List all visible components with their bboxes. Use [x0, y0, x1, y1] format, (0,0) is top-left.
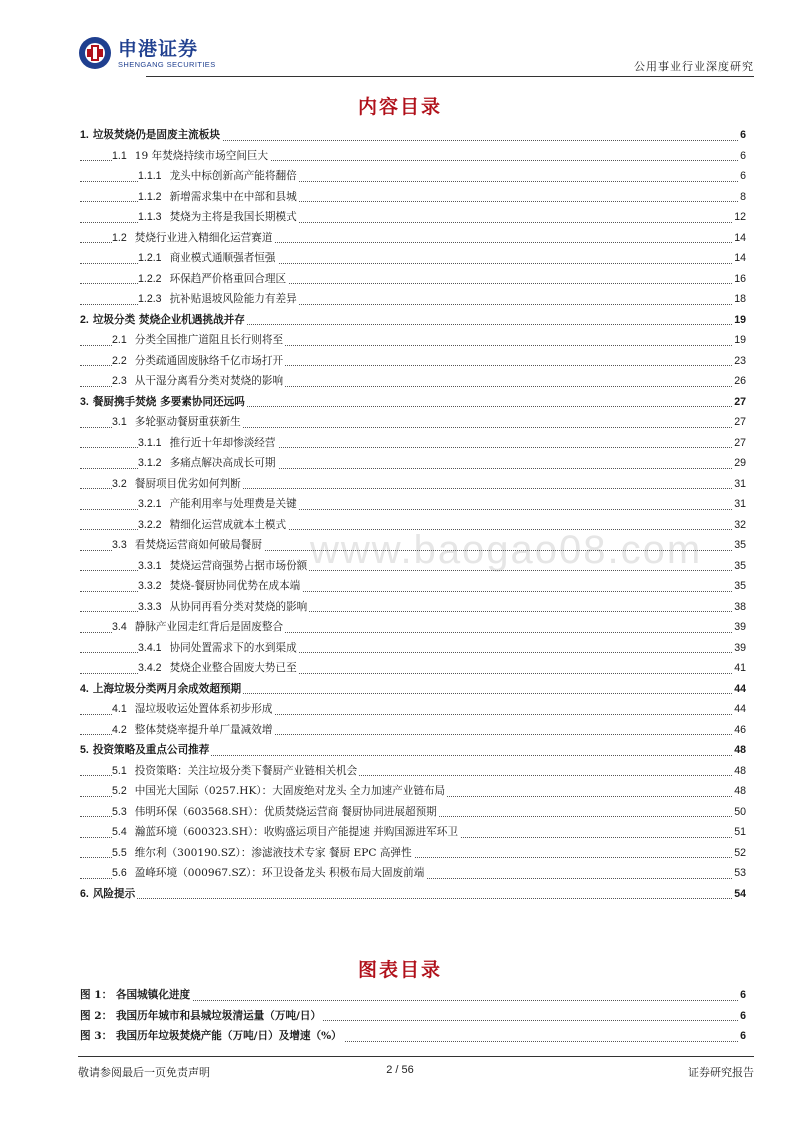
- toc-entry[interactable]: [80, 781, 746, 802]
- toc-entry-text: 商业模式通顺强者恒强: [169, 252, 276, 264]
- toc-entry-page: 41: [732, 658, 746, 679]
- toc-entry-page: 31: [732, 474, 746, 495]
- toc-entry-text: 焚烧为主将是我国长期模式: [169, 211, 297, 223]
- toc-entry-number: 2.: [80, 313, 89, 326]
- toc-entry[interactable]: [80, 412, 746, 433]
- toc-entry[interactable]: [80, 289, 746, 310]
- toc-entry-label: [112, 617, 285, 638]
- toc-entry-page: 12: [732, 207, 746, 228]
- toc-entry-text: 垃圾焚烧仍是固废主流板块: [92, 129, 220, 141]
- toc-entry[interactable]: [80, 617, 746, 638]
- figure-number: 图 3：: [80, 1030, 113, 1042]
- figure-number: 图 1：: [80, 989, 113, 1001]
- toc-entry-label: [138, 638, 299, 659]
- toc-entry-page: 44: [732, 699, 746, 720]
- figure-entry[interactable]: [80, 1006, 746, 1027]
- toc-entry-text: 静脉产业园走红背后是固废整合: [134, 621, 284, 633]
- logo-name-cn: 申港证券: [118, 37, 199, 60]
- toc-entry-label: [112, 412, 243, 433]
- toc-entry[interactable]: [80, 822, 746, 843]
- toc-entry-label: [112, 330, 285, 351]
- toc-entry-text: 从协同再看分类对焚烧的影响: [169, 600, 308, 613]
- toc-entry[interactable]: [80, 843, 746, 864]
- toc-entry-number: 3.4.2: [138, 662, 162, 674]
- figure-entry-label: [80, 985, 192, 1006]
- figure-entry-label: [80, 1006, 323, 1027]
- toc-entry-label: [80, 125, 222, 146]
- toc-title: 内容目录: [357, 96, 442, 118]
- toc-entry[interactable]: [80, 228, 746, 249]
- figure-caption: 我国历年城市和县城垃圾清运量（万吨/日）: [115, 1009, 322, 1022]
- toc-entry-number: 1.1.1: [138, 170, 162, 182]
- toc-entry-number: 6.: [80, 887, 89, 900]
- toc-entry-text: 餐厨项目优劣如何判断: [134, 477, 241, 490]
- toc-entry[interactable]: [80, 515, 746, 536]
- toc-entry-label: [80, 740, 211, 761]
- toc-entry-page: 38: [732, 597, 746, 618]
- toc-entry-page: 6: [738, 166, 746, 187]
- toc-entry[interactable]: [80, 371, 746, 392]
- toc-entry[interactable]: [80, 535, 746, 556]
- toc-entry[interactable]: [80, 351, 746, 372]
- footer-doc-type: 证券研究报告: [688, 1066, 754, 1079]
- toc-entry-page: 23: [732, 351, 746, 372]
- toc-entry-number: 2.3: [112, 375, 127, 387]
- page-number: 2 / 56: [386, 1064, 414, 1076]
- toc-entry-label: [112, 371, 285, 392]
- figure-caption: 我国历年垃圾焚烧产能（万吨/日）及增速（%）: [115, 1030, 342, 1042]
- toc-entry[interactable]: [80, 720, 746, 741]
- toc-entry-page: 54: [732, 884, 746, 905]
- toc-entry-page: 8: [738, 187, 746, 208]
- toc-entry-label: [112, 535, 264, 556]
- toc-entry-number: 3.1.1: [138, 436, 162, 449]
- toc-entry[interactable]: [80, 761, 746, 782]
- header-divider: [146, 76, 754, 77]
- toc-entry-number: 5.6: [112, 867, 127, 879]
- toc-entry-label: [138, 248, 278, 269]
- toc-entry-number: 5.4: [112, 826, 127, 838]
- toc-entry-text: 维尔利（300190.SZ）：渗滤液技术专家 餐厨 EPC 高弹性: [134, 846, 412, 859]
- toc-entry-text: 瀚蓝环境（600323.SH）：收购盛运项目产能提速 并购国源进军环卫: [134, 826, 458, 838]
- toc-entry-page: 39: [732, 617, 746, 638]
- company-logo: [78, 36, 216, 70]
- toc-entry-label: [138, 556, 309, 577]
- toc-entry-number: 3.: [80, 395, 89, 408]
- toc-entry-number: 3.2: [112, 477, 127, 490]
- toc-entry-number: 3.4.1: [138, 641, 162, 654]
- toc-entry-label: [112, 228, 274, 249]
- toc-entry-number: 3.3.2: [138, 580, 162, 592]
- toc-entry-page: 27: [732, 412, 746, 433]
- toc-entry-page: 35: [732, 576, 746, 597]
- leader-dots: [80, 898, 746, 899]
- toc-entry[interactable]: [80, 146, 746, 167]
- toc-entry-text: 新增需求集中在中部和县城: [169, 190, 297, 203]
- toc-entry-page: 18: [732, 289, 746, 310]
- toc-entry-number: 3.3: [112, 539, 127, 551]
- toc-entry-label: [80, 310, 247, 331]
- toc-entry-number: 3.1: [112, 416, 127, 428]
- toc-entry-label: [138, 166, 299, 187]
- toc-entry-text: 湿垃圾收运处置体系初步形成: [134, 703, 273, 715]
- toc-entry-page: 51: [732, 822, 746, 843]
- toc-entry-page: 27: [732, 392, 746, 413]
- toc-entry-page: 46: [732, 720, 746, 741]
- toc-entry-page: 31: [732, 494, 746, 515]
- toc-entry-label: [112, 720, 274, 741]
- toc-entry-number: 1.1: [112, 149, 127, 162]
- toc-entry-text: 抗补贴退坡风险能力有差异: [169, 293, 297, 305]
- toc-entry[interactable]: [80, 187, 746, 208]
- toc-entry-number: 5.3: [112, 805, 127, 818]
- toc-entry-label: [138, 597, 309, 618]
- toc-entry-label: [138, 494, 299, 515]
- figure-list: [80, 985, 746, 1047]
- toc-entry-text: 风险提示: [92, 887, 136, 900]
- toc-entry[interactable]: [80, 330, 746, 351]
- toc-entry[interactable]: [80, 658, 746, 679]
- toc-entry-page: 35: [732, 556, 746, 577]
- toc-entry-number: 1.1.2: [138, 190, 162, 203]
- toc-entry-text: 餐厨携手焚烧 多要素协同还远吗: [92, 395, 245, 408]
- toc-entry-page: 48: [732, 761, 746, 782]
- toc-entry-page: 6: [738, 125, 746, 146]
- toc-entry-text: 焚烧运营商强势占据市场份额: [169, 559, 308, 572]
- toc-entry-text: 协同处置需求下的水到渠成: [169, 641, 297, 654]
- toc-entry-page: 39: [732, 638, 746, 659]
- toc-entry-page: 32: [732, 515, 746, 536]
- toc-entry[interactable]: [80, 453, 746, 474]
- toc-entry[interactable]: [80, 740, 746, 761]
- toc-entry-text: 中国光大国际（0257.HK）：大固废绝对龙头 全力加速产业链布局: [134, 785, 446, 797]
- toc-entry-page: 50: [732, 802, 746, 823]
- toc-entry-number: 5.2: [112, 785, 127, 797]
- toc-entry-text: 环保趋严价格重回合理区: [169, 272, 287, 285]
- toc-entry-page: 19: [732, 310, 746, 331]
- toc-entry-label: [112, 699, 274, 720]
- toc-entry-text: 看焚烧运营商如何破局餐厨: [134, 539, 262, 551]
- toc-entry-label: [112, 474, 243, 495]
- figure-caption: 各国城镇化进度: [115, 989, 191, 1001]
- toc-entry[interactable]: [80, 576, 746, 597]
- toc-entry-label: [138, 289, 299, 310]
- toc-entry-label: [80, 884, 137, 905]
- toc-entry[interactable]: [80, 269, 746, 290]
- toc-entry-number: 3.2.1: [138, 498, 162, 510]
- toc-entry-label: [112, 843, 414, 864]
- toc-entry-number: 4.1: [112, 703, 127, 715]
- toc-entry-number: 3.3.1: [138, 559, 162, 572]
- toc-entry-number: 2.1: [112, 334, 127, 346]
- figure-entry-page: 6: [738, 1006, 746, 1027]
- toc-entry-text: 产能利用率与处理费是关键: [169, 498, 297, 510]
- toc-entry-text: 焚烧行业进入精细化运营赛道: [134, 231, 273, 244]
- toc-entry[interactable]: [80, 802, 746, 823]
- toc-entry-label: [112, 351, 285, 372]
- toc-entry-page: 35: [732, 535, 746, 556]
- toc-entry-label: [112, 863, 426, 884]
- toc-entry[interactable]: [80, 474, 746, 495]
- toc-entry-page: 53: [732, 863, 746, 884]
- toc-entry[interactable]: [80, 248, 746, 269]
- toc-entry-number: 3.2.2: [138, 518, 162, 531]
- toc-entry-label: [112, 146, 270, 167]
- toc-entry[interactable]: [80, 863, 746, 884]
- toc-entry-label: [112, 781, 447, 802]
- toc-entry-number: 5.1: [112, 764, 127, 777]
- toc-entry-text: 上海垃圾分类两月余成效超预期: [92, 682, 242, 695]
- figure-number: 图 2：: [80, 1009, 113, 1022]
- figure-entry-page: 6: [738, 1026, 746, 1047]
- toc-entry-page: 48: [732, 781, 746, 802]
- report-type: 公用事业行业深度研究: [634, 60, 754, 73]
- toc-entry-number: 1.1.3: [138, 211, 162, 223]
- toc-entry-number: 3.4: [112, 621, 127, 633]
- toc-entry-text: 投资策略及重点公司推荐: [92, 744, 210, 756]
- watermark: www.baogao08.com: [310, 528, 703, 572]
- toc-entry-text: 投资策略：关注垃圾分类下餐厨产业链相关机会: [134, 764, 358, 777]
- toc-entry[interactable]: [80, 884, 746, 905]
- toc-entry-text: 焚烧-餐厨协同优势在成本端: [169, 580, 301, 592]
- toc-entry-text: 多轮驱动餐厨重获新生: [134, 416, 241, 428]
- toc-entry[interactable]: [80, 494, 746, 515]
- page-header: [78, 36, 754, 78]
- toc-entry[interactable]: [80, 433, 746, 454]
- toc-entry-page: 6: [738, 146, 746, 167]
- toc-entry-text: 伟明环保（603568.SH）：优质焚烧运营商 餐厨协同进展超预期: [134, 805, 437, 818]
- toc-entry-text: 盈峰环境（000967.SZ）：环卫设备龙头 积极布局大固废前端: [134, 867, 425, 879]
- toc-entry[interactable]: [80, 638, 746, 659]
- toc-entry[interactable]: [80, 125, 746, 146]
- toc-entry-label: [138, 576, 302, 597]
- toc-entry-number: 3.1.2: [138, 457, 162, 469]
- toc-entry[interactable]: [80, 597, 746, 618]
- toc-entry-label: [80, 679, 243, 700]
- figures-title: 图表目录: [357, 959, 442, 981]
- toc-entry-page: 44: [732, 679, 746, 700]
- toc-entry-text: 整体焚烧率提升单厂量减效增: [134, 723, 273, 736]
- toc-entry-page: 52: [732, 843, 746, 864]
- footer-disclaimer: 敬请参阅最后一页免责声明: [78, 1066, 210, 1079]
- figure-entry-page: 6: [738, 985, 746, 1006]
- toc-entry-number: 1.2: [112, 231, 127, 244]
- toc-entry-page: 14: [732, 248, 746, 269]
- toc-entry-page: 26: [732, 371, 746, 392]
- toc-entry-label: [138, 433, 278, 454]
- toc-entry-number: 1.2.3: [138, 293, 162, 305]
- toc-entry-text: 垃圾分类 焚烧企业机遇挑战并存: [92, 313, 245, 326]
- toc-entry[interactable]: [80, 556, 746, 577]
- toc-entry-number: 4.: [80, 682, 89, 695]
- toc-entry-text: 精细化运营成就本土模式: [169, 518, 287, 531]
- toc-entry-page: 19: [732, 330, 746, 351]
- toc-entry-number: 1.: [80, 129, 89, 141]
- figure-entry[interactable]: [80, 985, 746, 1006]
- toc-entry-text: 多痛点解决高成长可期: [169, 457, 276, 469]
- toc-entry-number: 4.2: [112, 723, 127, 736]
- figure-entry-label: [80, 1026, 344, 1047]
- toc-entry-page: 16: [732, 269, 746, 290]
- toc-entry-number: 3.3.3: [138, 600, 162, 613]
- toc-entry[interactable]: [80, 207, 746, 228]
- toc-entry-page: 29: [732, 453, 746, 474]
- toc-entry-page: 27: [732, 433, 746, 454]
- toc-entry-text: 19 年焚烧持续市场空间巨大: [134, 149, 269, 162]
- footer-divider: [78, 1056, 754, 1057]
- toc-entry-label: [112, 802, 439, 823]
- toc-entry-text: 分类全国推广道阻且长行则将至: [134, 334, 284, 346]
- toc-entry-text: 分类疏通固废脉络千亿市场打开: [134, 354, 284, 367]
- toc-entry-number: 1.2.1: [138, 252, 162, 264]
- toc-entry-text: 从干湿分离看分类对焚烧的影响: [134, 375, 284, 387]
- shengang-logo-icon: [78, 36, 112, 70]
- toc-entry-label: [138, 658, 299, 679]
- toc-entry-label: [138, 269, 288, 290]
- toc-entry-number: 5.5: [112, 846, 127, 859]
- toc-entry-number: 2.2: [112, 354, 127, 367]
- toc-entry[interactable]: [80, 310, 746, 331]
- toc-entry[interactable]: [80, 679, 746, 700]
- toc-entry-text: 推行近十年却惨淡经营: [169, 436, 276, 449]
- toc-entry[interactable]: [80, 166, 746, 187]
- toc-entry-page: 48: [732, 740, 746, 761]
- toc-entry[interactable]: [80, 699, 746, 720]
- toc-entry-label: [138, 187, 299, 208]
- table-of-contents: [80, 125, 746, 904]
- toc-entry-label: [112, 761, 359, 782]
- toc-entry-label: [138, 453, 278, 474]
- toc-entry-text: 龙头中标创新高产能将翻倍: [169, 170, 297, 182]
- toc-entry-text: 焚烧企业整合固废大势已至: [169, 662, 297, 674]
- toc-entry-number: 1.2.2: [138, 272, 162, 285]
- toc-entry-label: [112, 822, 460, 843]
- toc-entry-page: 14: [732, 228, 746, 249]
- toc-entry[interactable]: [80, 392, 746, 413]
- toc-entry-number: 5.: [80, 744, 89, 756]
- figure-entry[interactable]: [80, 1026, 746, 1047]
- toc-entry-label: [138, 515, 288, 536]
- toc-entry-label: [80, 392, 247, 413]
- logo-name-en: SHENGANG SECURITIES: [118, 59, 216, 69]
- toc-entry-label: [138, 207, 299, 228]
